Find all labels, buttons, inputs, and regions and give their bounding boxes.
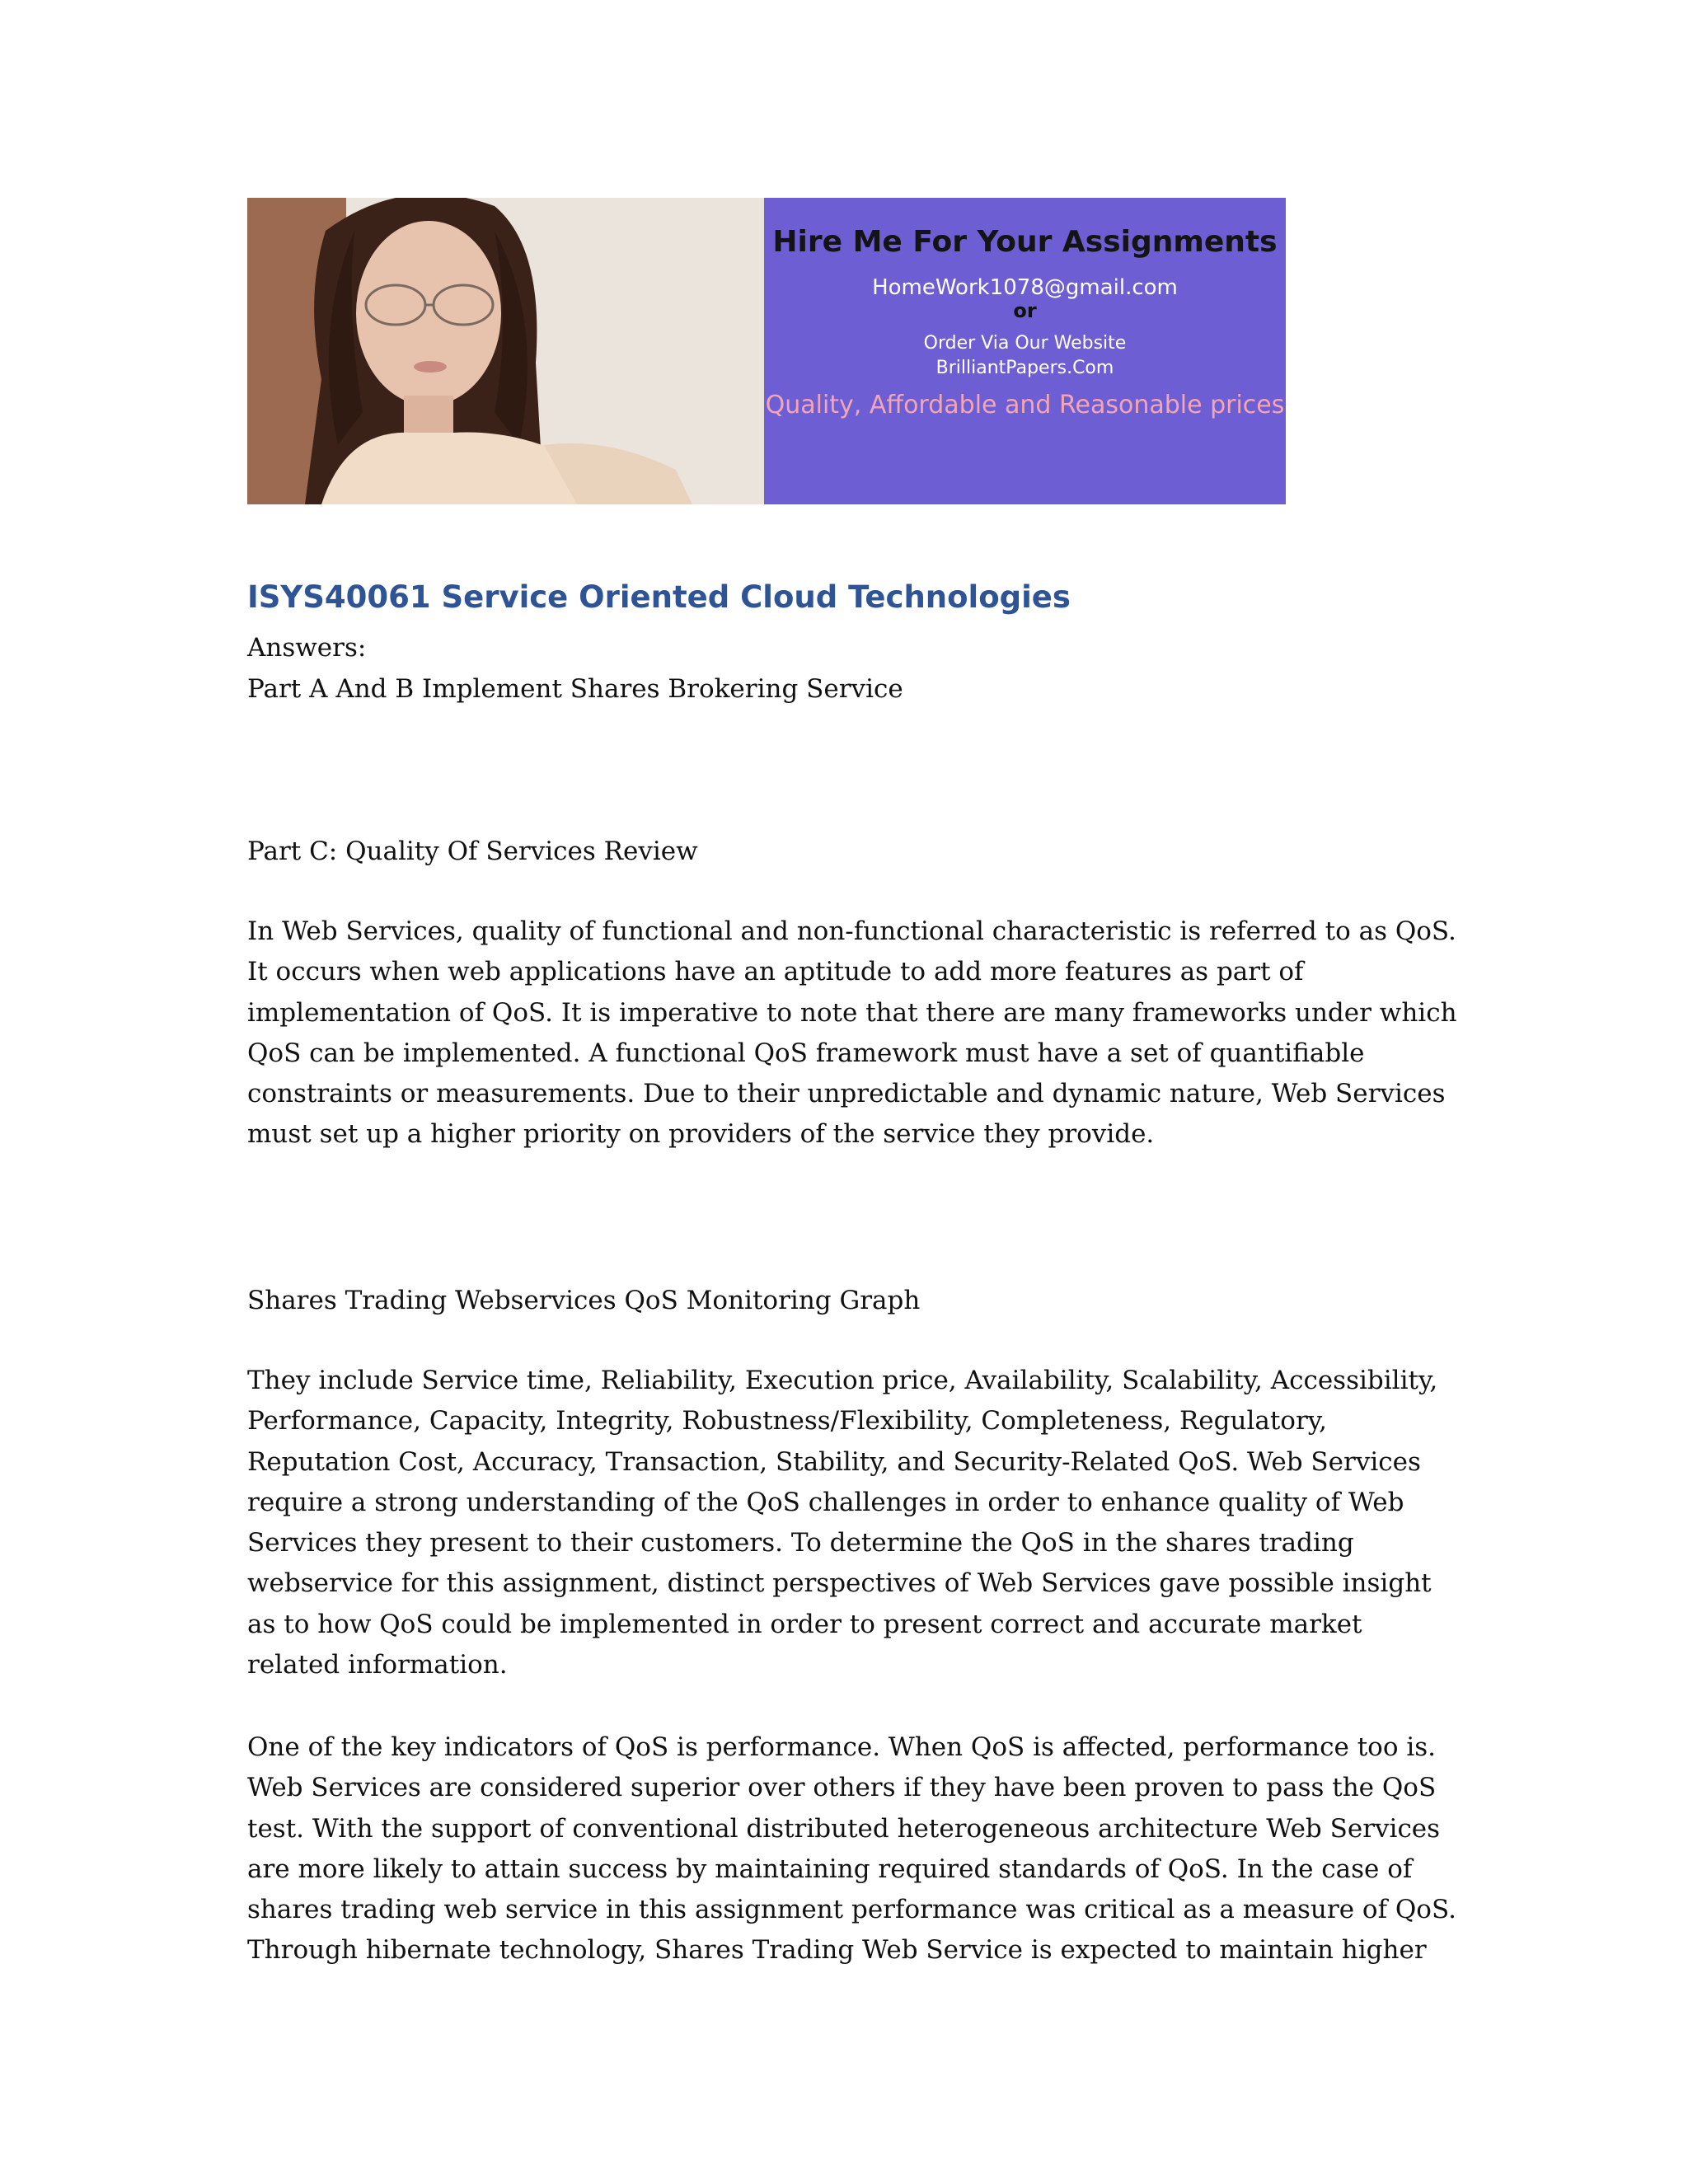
part-ab-heading: Part A And B Implement Shares Brokering Service [247, 674, 903, 704]
banner-tagline: Quality, Affordable and Reasonable prices [765, 391, 1285, 419]
document-title: ISYS40061 Service Oriented Cloud Technologies [247, 579, 1071, 615]
paragraph-qos-definition: In Web Services, quality of functional and non-functional characteristic is referred to as QoS. It occurs when web applications have an aptitude to add more features as part of implementation of QoS. It is imperative to note that there are many frameworks under which QoS can be implemented. A functional QoS framework must have a set of quantifiable constraints or measurements. Due to their unpredictable and dynamic nature, Web Services must set up a higher priority on providers of the service they provide. [247, 916, 1457, 1150]
banner-or: or [1013, 299, 1037, 322]
document-page [247, 0, 1459, 2184]
answers-label: Answers: [247, 633, 367, 663]
paragraph-qos-performance: One of the key indicators of QoS is performance. When QoS is affected, performance too is. Web Services are considered superior over others if they have been proven to pass the QoS test. With the support of conventional distributed heterogeneous architecture Web Services are more likely to attain success by maintaining required standards of QoS. In the case of shares trading web service in this assignment performance was critical as a measure of QoS. Through hibernate technology, Shares Trading Web Service is expected to maintain higher [247, 1732, 1456, 1966]
banner-order-line: Order Via Our Website [923, 333, 1127, 354]
advertisement-banner [247, 198, 1286, 504]
banner-website: BrilliantPapers.Com [935, 358, 1114, 378]
part-c-heading: Part C: Quality Of Services Review [247, 837, 698, 866]
woman-portrait-image [247, 198, 764, 504]
contact-panel [764, 198, 1286, 504]
graph-heading: Shares Trading Webservices QoS Monitoring Graph [247, 1286, 921, 1315]
banner-headline: Hire Me For Your Assignments [772, 225, 1278, 259]
paragraph-qos-attributes: They include Service time, Reliability, Execution price, Availability, Scalability, Accessibility, Performance, Capacity, Integrity, Robustness/Flexibility, Completeness, Regulatory, Reputation Cost, Accuracy, Transaction, Stability, and Security-Related QoS. Web Services require a strong understanding of the QoS challenges in order to enhance quality of Web Services they present to their customers. To determine the QoS in the shares trading webservice for this assignment, distinct perspectives of Web Services gave possible insight as to how QoS could be implemented in order to present correct and accurate market related information. [247, 1366, 1438, 1680]
banner-email: HomeWork1078@gmail.com [872, 275, 1178, 300]
